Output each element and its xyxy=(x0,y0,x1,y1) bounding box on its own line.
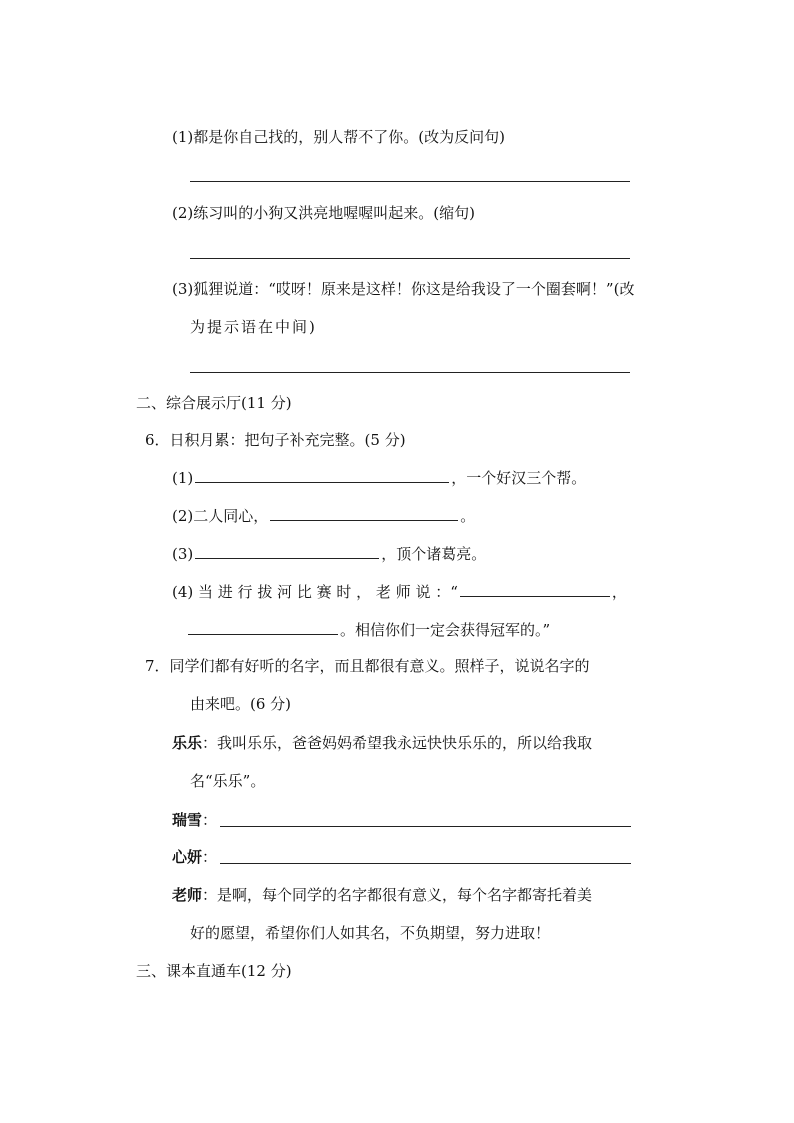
blank-q6-4a[interactable] xyxy=(460,582,610,597)
q5-item-3-cont: 为提示语在中间) xyxy=(190,318,317,336)
q6-item-2 xyxy=(172,506,475,526)
answer-line-q5-2[interactable] xyxy=(190,258,630,259)
q6-item-1-suffix: ，一个好汉三个帮。 xyxy=(451,469,587,487)
q6-item-1-prefix: (1) xyxy=(172,469,194,487)
speaker-ruixue: 瑞雪 xyxy=(172,811,203,829)
speaker-teacher: 老师 xyxy=(172,886,203,904)
q5-item-1: (1)都是你自己找的，别人帮不了你。(改为反问句) xyxy=(172,128,505,146)
colon-xinyan: ： xyxy=(202,848,218,866)
q6-item-4-suffix: ， xyxy=(611,583,627,601)
q7-xinyan xyxy=(172,847,217,867)
q6-item-4-prefix: (4) 当 进 行 拔 河 比 赛 时 ， 老 师 说 ：“ xyxy=(172,583,458,601)
q7-lele-cont: 名“乐乐”。 xyxy=(190,772,266,790)
q6-item-3-prefix: (3) xyxy=(172,545,194,563)
blank-q6-2[interactable] xyxy=(270,506,458,521)
blank-q6-3[interactable] xyxy=(195,544,379,559)
speaker-xinyan: 心妍 xyxy=(172,848,203,866)
q7-title: 7．同学们都有好听的名字，而且都很有意义。照样子，说说名字的 xyxy=(145,657,590,675)
q7-teacher xyxy=(172,885,592,905)
q6-item-2-suffix: 。 xyxy=(460,507,476,525)
q7-teacher-text: ：是啊，每个同学的名字都很有意义，每个名字都寄托着美 xyxy=(202,886,593,904)
speaker-lele: 乐乐 xyxy=(172,734,203,752)
q5-item-2: (2)练习叫的小狗又洪亮地喔喔叫起来。(缩句) xyxy=(172,204,475,222)
q6-item-1 xyxy=(172,468,586,488)
q6-title: 6．日积月累：把句子补充完整。(5 分) xyxy=(145,431,406,449)
q7-teacher-cont: 好的愿望，希望你们人如其名，不负期望，努力进取！ xyxy=(190,924,551,942)
q5-item-3: (3)狐狸说道：“哎呀！原来是这样！你这是给我设了一个圈套啊！”(改 xyxy=(172,280,635,298)
answer-line-q5-3[interactable] xyxy=(190,372,630,373)
q7-ruixue xyxy=(172,810,217,830)
q6-item-4-line2-suffix: 。相信你们一定会获得冠军的。” xyxy=(340,621,551,639)
q6-item-4-cont xyxy=(188,620,550,640)
blank-q6-4b[interactable] xyxy=(188,620,338,635)
q7-lele-text: ：我叫乐乐，爸爸妈妈希望我永远快快乐乐的，所以给我取 xyxy=(202,734,593,752)
section-heading-3: 三、课本直通车(12 分) xyxy=(136,962,292,980)
q7-title-cont: 由来吧。(6 分) xyxy=(190,695,292,713)
answer-line-xinyan[interactable] xyxy=(220,863,631,864)
q6-item-3 xyxy=(172,544,486,564)
answer-line-ruixue[interactable] xyxy=(220,826,631,827)
section-heading-2: 二、综合展示厅(11 分) xyxy=(136,394,292,412)
q6-item-2-prefix: (2)二人同心， xyxy=(172,507,269,525)
blank-q6-1[interactable] xyxy=(195,468,449,483)
q6-item-4 xyxy=(172,582,627,602)
answer-line-q5-1[interactable] xyxy=(190,181,630,182)
q6-item-3-suffix: ，顶个诸葛亮。 xyxy=(381,545,487,563)
colon-ruixue: ： xyxy=(202,811,218,829)
q7-lele xyxy=(172,733,592,753)
